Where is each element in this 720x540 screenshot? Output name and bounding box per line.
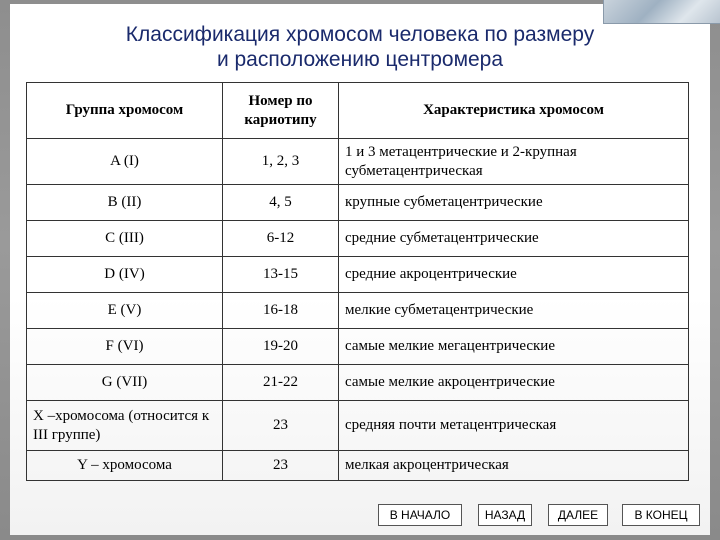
cell-characteristic: мелкая акроцентрическая	[339, 451, 689, 481]
cell-group: F (VI)	[27, 329, 223, 365]
table-row	[27, 185, 689, 221]
cell-group: G (VII)	[27, 365, 223, 401]
table-row	[27, 451, 689, 481]
chromosome-table	[26, 82, 689, 481]
nav-end-button[interactable]: В КОНЕЦ	[622, 504, 700, 526]
cell-characteristic: крупные субметацентрические	[339, 185, 689, 221]
title-line-1: Классификация хромосом человека по размеру	[125, 23, 595, 46]
table-row	[27, 329, 689, 365]
table-row	[27, 221, 689, 257]
cell-number: 16-18	[223, 293, 339, 329]
cell-group: Y – хромосома	[27, 451, 223, 481]
title-line-2: и расположению центромера	[216, 48, 504, 71]
cell-number: 21-22	[223, 365, 339, 401]
table-header-row	[27, 83, 689, 139]
cell-number: 6-12	[223, 221, 339, 257]
cell-group: B (II)	[27, 185, 223, 221]
cell-characteristic: самые мелкие мегацентрические	[339, 329, 689, 365]
cell-characteristic: средние акроцентрические	[339, 257, 689, 293]
corner-decorative-image	[603, 0, 720, 24]
cell-number: 23	[223, 401, 339, 451]
cell-characteristic: мелкие субметацентрические	[339, 293, 689, 329]
cell-characteristic: 1 и 3 метацентрические и 2-крупная субметацентрическая	[339, 139, 689, 185]
header-karyotype-number: Номер по кариотипу	[223, 83, 339, 139]
cell-number: 4, 5	[223, 185, 339, 221]
cell-group: C (III)	[27, 221, 223, 257]
cell-number: 13-15	[223, 257, 339, 293]
cell-group: X –хромосома (относится к III группе)	[27, 401, 223, 451]
table-row	[27, 139, 689, 185]
slide-title	[10, 22, 710, 72]
cell-group: E (V)	[27, 293, 223, 329]
cell-number: 19-20	[223, 329, 339, 365]
nav-start-button[interactable]: В НАЧАЛО	[378, 504, 462, 526]
table-row	[27, 401, 689, 451]
header-characteristic: Характеристика хромосом	[339, 83, 689, 139]
nav-back-button[interactable]: НАЗАД	[478, 504, 532, 526]
table-row	[27, 365, 689, 401]
nav-next-button[interactable]: ДАЛЕЕ	[548, 504, 608, 526]
cell-group: D (IV)	[27, 257, 223, 293]
table-row	[27, 257, 689, 293]
cell-characteristic: самые мелкие акроцентрические	[339, 365, 689, 401]
cell-characteristic: средняя почти метацентрическая	[339, 401, 689, 451]
cell-number: 23	[223, 451, 339, 481]
cell-group: A (I)	[27, 139, 223, 185]
cell-characteristic: средние субметацентрические	[339, 221, 689, 257]
table-row	[27, 293, 689, 329]
header-group: Группа хромосом	[27, 83, 223, 139]
cell-number: 1, 2, 3	[223, 139, 339, 185]
